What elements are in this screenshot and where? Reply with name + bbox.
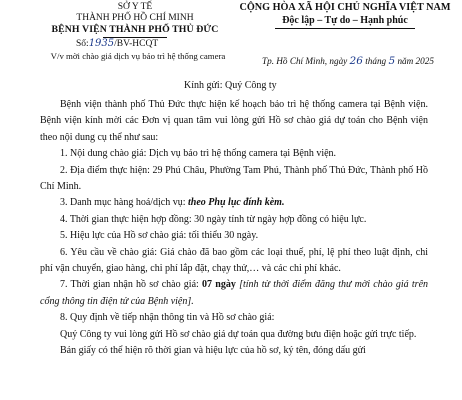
item-7-note: [tính từ thời điểm đăng thư mời chào giá trên cổng thông tin điện tử của Bệnh viện]. [40, 279, 429, 307]
document-subject: V/v mời chào giá dịch vụ bảo trì hệ thống camera [50, 51, 226, 61]
hospital-name: BỆNH VIỆN THÀNH PHỐ THỦ ĐỨC [51, 24, 219, 35]
item-3-label: 3. Danh mục hàng hoá/dịch vụ: [60, 197, 186, 209]
national-motto: Độc lập – Tự do – Hạnh phúc [282, 15, 408, 26]
document-number [76, 38, 158, 49]
item-4: 4. Thời gian thực hiện hợp đồng: 30 ngày tính từ ngày hợp đồng có hiệu lực. [60, 213, 367, 225]
item-1: 1. Nội dung chào giá: Dịch vụ bảo trì hệ thống camera tại Bệnh viện. [60, 148, 337, 160]
intro-paragraph: Bệnh viện thành phố Thủ Đức thực hiện kế hoạch bảo trì hệ thống camera tại Bệnh viện. Bệnh viện kính mời các Đơn vị quan tâm vui lòng gửi Hồ sơ chào giá dự toán cho Bệnh viện theo nội dung cụ thể như sau: [40, 99, 428, 143]
doc-number-suffix: /BV-HCQT [114, 39, 159, 49]
item-8: 8. Quy định về tiếp nhận thông tin và Hồ sơ chào giá: [60, 312, 275, 324]
date-month-word: tháng [365, 56, 387, 66]
date-day: 26 [349, 55, 363, 67]
date-year: năm 2025 [397, 56, 434, 66]
doc-number-handwritten: 1935 [88, 38, 115, 49]
national-header [232, 2, 458, 29]
paper-copy-note: Bản giấy có thể hiện rõ thời gian và hiệu lực của hồ sơ, ký tên, đóng dấu gửi [60, 345, 366, 357]
send-instruction: Quý Công ty vui lòng gửi Hồ sơ chào giá dự toán qua đường bưu điện hoặc gửi trực tiếp. [60, 328, 417, 340]
header-right-underline [275, 28, 415, 29]
item-7 [40, 277, 428, 310]
item-2: 2. Địa điểm thực hiện: 29 Phú Châu, Phường Tam Phú, Thành phố Thủ Đức, Thành phố Hồ Chí Minh. [40, 164, 428, 193]
department-name: SỞ Y TẾ [117, 2, 153, 12]
item-3 [40, 195, 428, 211]
issuer-header [40, 2, 230, 38]
salutation: Kính gửi: Quý Công ty [184, 80, 277, 91]
date-month: 5 [388, 55, 396, 67]
item-7-label: 7. Thời gian nhận hồ sơ chào giá: [60, 279, 199, 291]
date-prefix: Tp. Hồ Chí Minh, ngày [262, 56, 348, 66]
item-5: 5. Hiệu lực của Hồ sơ chào giá: tối thiểu 30 ngày. [60, 230, 259, 242]
national-title: CỘNG HÒA XÃ HỘI CHỦ NGHĨA VIỆT NAM [239, 2, 451, 13]
doc-number-prefix: Số: [76, 39, 89, 49]
date-line [262, 55, 434, 67]
letter-body [40, 97, 428, 360]
item-7-duration: 07 ngày [202, 279, 236, 291]
item-6: 6. Yêu cầu về chào giá: Giá chào đã bao gồm các loại thuế, phí, lệ phí theo luật định, chi phí vận chuyển, giao hàng, chi phí lắp đặt, chạy thử,… và các chi phí khác. [40, 246, 428, 275]
item-3-appendix: theo Phụ lục đính kèm. [188, 197, 285, 209]
city-name: THÀNH PHỐ HỒ CHÍ MINH [76, 13, 194, 23]
